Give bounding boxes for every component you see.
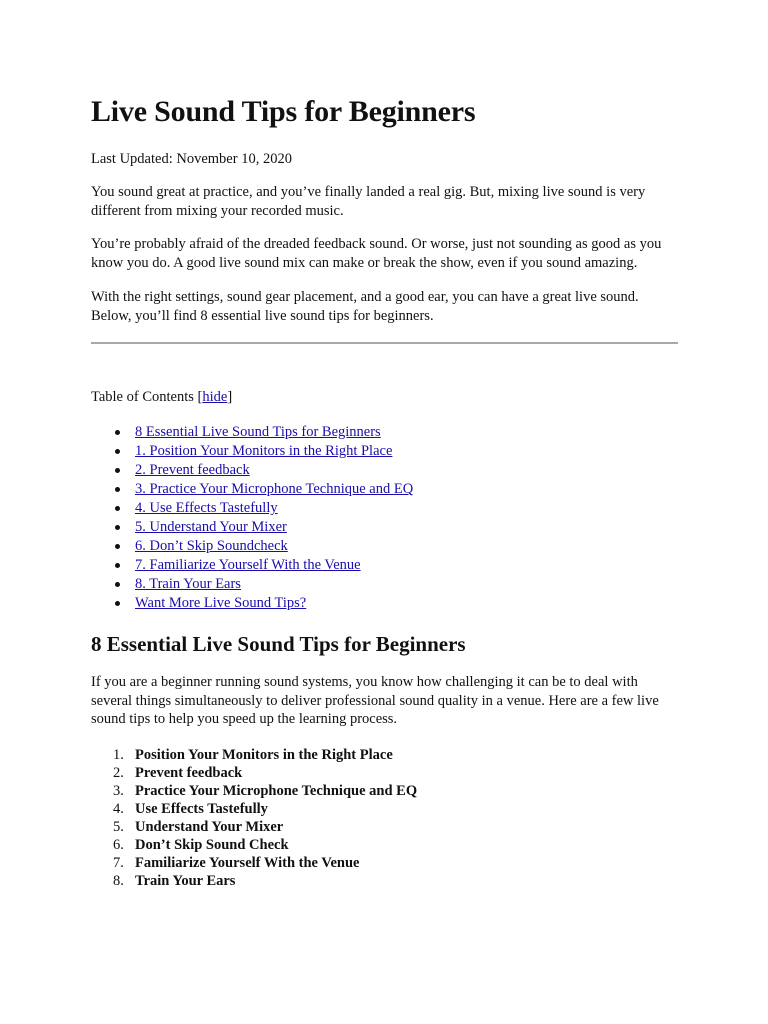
tip-number: 4. xyxy=(113,800,124,817)
toc-bracket-open: [ xyxy=(197,389,203,405)
last-updated: Last Updated: November 10, 2020 xyxy=(91,151,292,167)
toc-link[interactable]: 8 Essential Live Sound Tips for Beginners xyxy=(135,424,381,440)
intro-paragraph-3: With the right settings, sound gear placement, and a good ear, you can have a great live sound. Below, you’ll find 8 essential live sound tips for beginners. xyxy=(91,289,639,324)
toc-item xyxy=(135,537,678,556)
tip-text: Familiarize Yourself With the Venue xyxy=(135,854,360,871)
toc-link[interactable]: Want More Live Sound Tips? xyxy=(135,595,307,611)
tip-item xyxy=(91,764,678,782)
tip-item xyxy=(91,746,678,764)
bullet-icon xyxy=(115,468,120,473)
bullet-icon xyxy=(115,525,120,530)
tip-number: 6. xyxy=(113,836,124,853)
tip-text: Understand Your Mixer xyxy=(135,818,284,835)
tip-text: Practice Your Microphone Technique and EQ xyxy=(135,782,418,799)
tips-list xyxy=(91,746,678,890)
toc-item xyxy=(135,461,678,480)
tip-text: Train Your Ears xyxy=(135,872,236,889)
tip-text: Position Your Monitors in the Right Place xyxy=(135,746,393,763)
tip-number: 8. xyxy=(113,872,124,889)
tip-text: Don’t Skip Sound Check xyxy=(135,836,289,853)
bullet-icon xyxy=(115,506,120,511)
bullet-icon xyxy=(115,430,120,435)
tip-number: 3. xyxy=(113,782,124,799)
toc-link[interactable]: 2. Prevent feedback xyxy=(135,462,250,478)
tip-item xyxy=(91,818,678,836)
tip-number: 1. xyxy=(113,746,124,763)
tip-text: Use Effects Tastefully xyxy=(135,800,268,817)
section-intro: If you are a beginner running sound systems, you know how challenging it can be to deal with several things simultaneously to deliver professional sound quality in a venue. Here are a few live sound tips to help you speed up the learning process. xyxy=(91,674,659,727)
toc-link[interactable]: 5. Understand Your Mixer xyxy=(135,519,287,535)
toc-item xyxy=(135,556,678,575)
toc-link[interactable]: 4. Use Effects Tastefully xyxy=(135,500,278,516)
toc-item xyxy=(135,575,678,594)
bullet-icon xyxy=(115,487,120,492)
bullet-icon xyxy=(115,601,120,606)
toc-link[interactable]: 1. Position Your Monitors in the Right Place xyxy=(135,443,393,459)
toc-bracket-close: ] xyxy=(227,389,233,405)
toc-link[interactable]: 6. Don’t Skip Soundcheck xyxy=(135,538,288,554)
tip-item xyxy=(91,800,678,818)
tip-item xyxy=(91,854,678,872)
divider xyxy=(91,342,678,344)
toc-item xyxy=(135,499,678,518)
toc-link[interactable]: 3. Practice Your Microphone Technique and EQ xyxy=(135,481,414,497)
bullet-icon xyxy=(115,582,120,587)
toc-item xyxy=(135,480,678,499)
toc-link[interactable]: 8. Train Your Ears xyxy=(135,576,241,592)
toc-item xyxy=(135,423,678,442)
tip-item xyxy=(91,872,678,890)
bullet-icon xyxy=(115,449,120,454)
toc-item xyxy=(135,594,678,613)
toc-list xyxy=(91,423,678,613)
toc-item xyxy=(135,442,678,461)
bullet-icon xyxy=(115,563,120,568)
tip-number: 5. xyxy=(113,818,124,835)
intro-paragraph-2: You’re probably afraid of the dreaded feedback sound. Or worse, just not sounding as good as you know you do. A good live sound mix can make or break the show, even if you sound amazing. xyxy=(91,236,662,271)
tip-item xyxy=(91,782,678,800)
tip-number: 2. xyxy=(113,764,124,781)
section-heading: 8 Essential Live Sound Tips for Beginners xyxy=(91,632,466,656)
tip-number: 7. xyxy=(113,854,124,871)
toc-label: Table of Contents xyxy=(91,389,194,405)
toc-link[interactable]: 7. Familiarize Yourself With the Venue xyxy=(135,557,361,573)
toc-heading xyxy=(91,388,678,406)
tip-text: Prevent feedback xyxy=(135,764,243,781)
bullet-icon xyxy=(115,544,120,549)
tip-item xyxy=(91,836,678,854)
toc-item xyxy=(135,518,678,537)
intro-paragraph-1: You sound great at practice, and you’ve finally landed a real gig. But, mixing live sound is very different from mixing your recorded music. xyxy=(91,184,646,219)
page-title: Live Sound Tips for Beginners xyxy=(91,95,476,128)
toc-hide-link[interactable]: hide xyxy=(202,389,228,405)
